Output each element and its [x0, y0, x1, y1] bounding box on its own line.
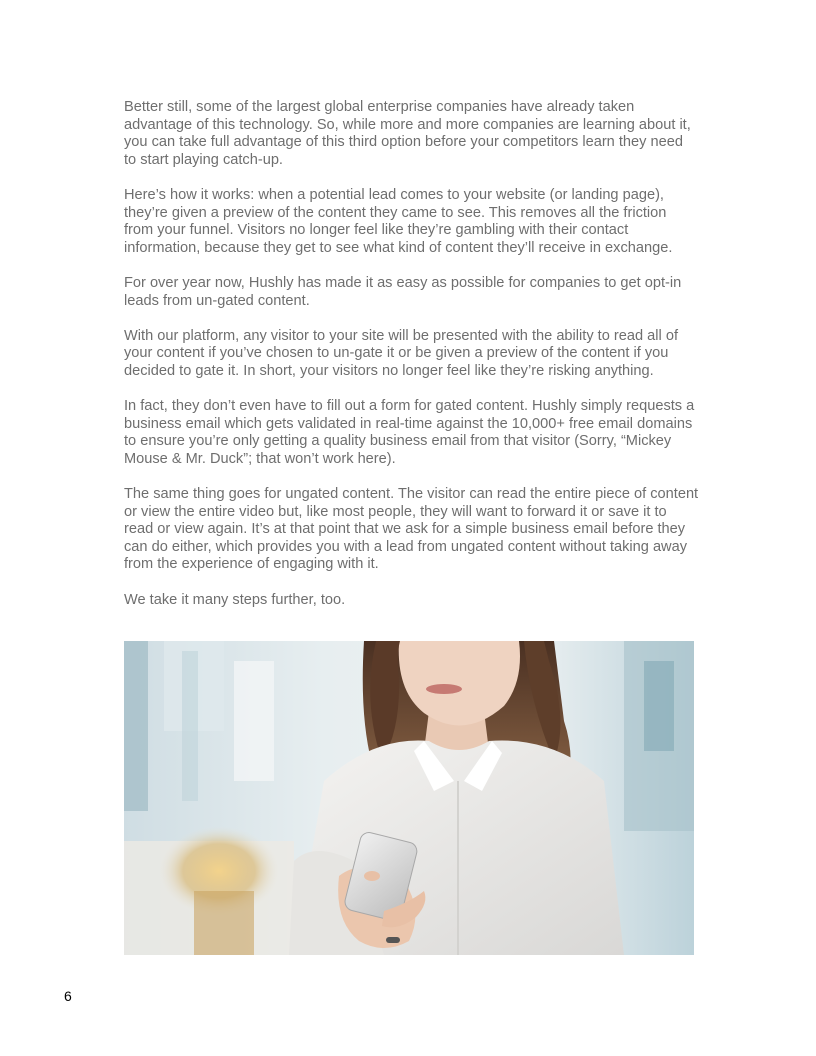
paragraph-1: Better still, some of the largest global enterprise companies have already taken advantage of this technology. So, while more and more companies are learning about it, you can take full advantage of this third option before your competitors learn they need to start playing catch-up.: [124, 99, 691, 168]
paragraph-6: The same thing goes for ungated content. The visitor can read the entire piece of content or view the entire video but, like most people, they will want to forward it or save it to read or view again. It’s at that point that we ask for a simple business email before they can do either, which provides you with a lead from ungated content without taking away from the experience of engaging with it.: [124, 486, 699, 573]
paragraph-7: We take it many steps further, too.: [124, 591, 346, 608]
page-number: 6: [64, 988, 72, 1004]
photo-illustration: [124, 641, 694, 955]
article-body: [124, 99, 699, 627]
paragraph-4: With our platform, any visitor to your site will be presented with the ability to read all of your content if you’ve chosen to un-gate it or be given a preview of the content if you decided to gate it. In short, your visitors no longer feel like they’re risking anything.: [124, 327, 678, 379]
paragraph-2: Here’s how it works: when a potential lead comes to your website (or landing page), they’re given a preview of the content they came to see. This removes all the friction from your funnel. Visitors no longer feel like they’re gambling with their contact information, because they get to see what kind of content they’ll receive in exchange.: [124, 186, 673, 256]
paragraph-3: For over year now, Hushly has made it as easy as possible for companies to get opt-in leads from un-gated content.: [124, 274, 682, 309]
woman-with-phone-photo: [124, 641, 694, 955]
paragraph-5: In fact, they don’t even have to fill out a form for gated content. Hushly simply requests a business email which gets validated in real-time against the 10,000+ free email domains to ensure you’re only getting a quality business email from that visitor (Sorry, “Mickey Mouse & Mr. Duck”; that won’t work here).: [124, 398, 695, 467]
